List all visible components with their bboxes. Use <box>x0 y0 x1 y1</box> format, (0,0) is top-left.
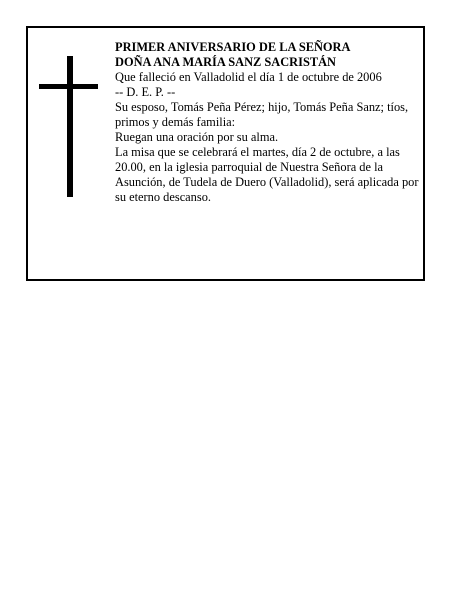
cross-icon-crossbar <box>39 84 98 89</box>
family-line: Su esposo, Tomás Peña Pérez; hijo, Tomás Peña Sanz; tíos, primos y demás familia: <box>115 100 409 129</box>
notice-heading-line1: PRIMER ANIVERSARIO DE LA SEÑORA <box>115 40 351 54</box>
obituary-notice <box>26 26 425 281</box>
mass-info: La misa que se celebrará el martes, día 2 de octubre, a las 20.00, en la iglesia parroquial de Nuestra Señora de la Asunción, de Tudela de Duero (Valladolid), será aplicada por su eterno descanso. <box>115 145 419 204</box>
death-info: Que falleció en Valladolid el día 1 de octubre de 2006 <box>115 70 382 84</box>
rip-line: -- D. E. P. -- <box>115 85 176 99</box>
notice-heading-line2: DOÑA ANA MARÍA SANZ SACRISTÁN <box>115 55 337 69</box>
notice-text <box>115 40 420 205</box>
cross-icon <box>67 56 73 197</box>
prayer-request: Ruegan una oración por su alma. <box>115 130 279 144</box>
